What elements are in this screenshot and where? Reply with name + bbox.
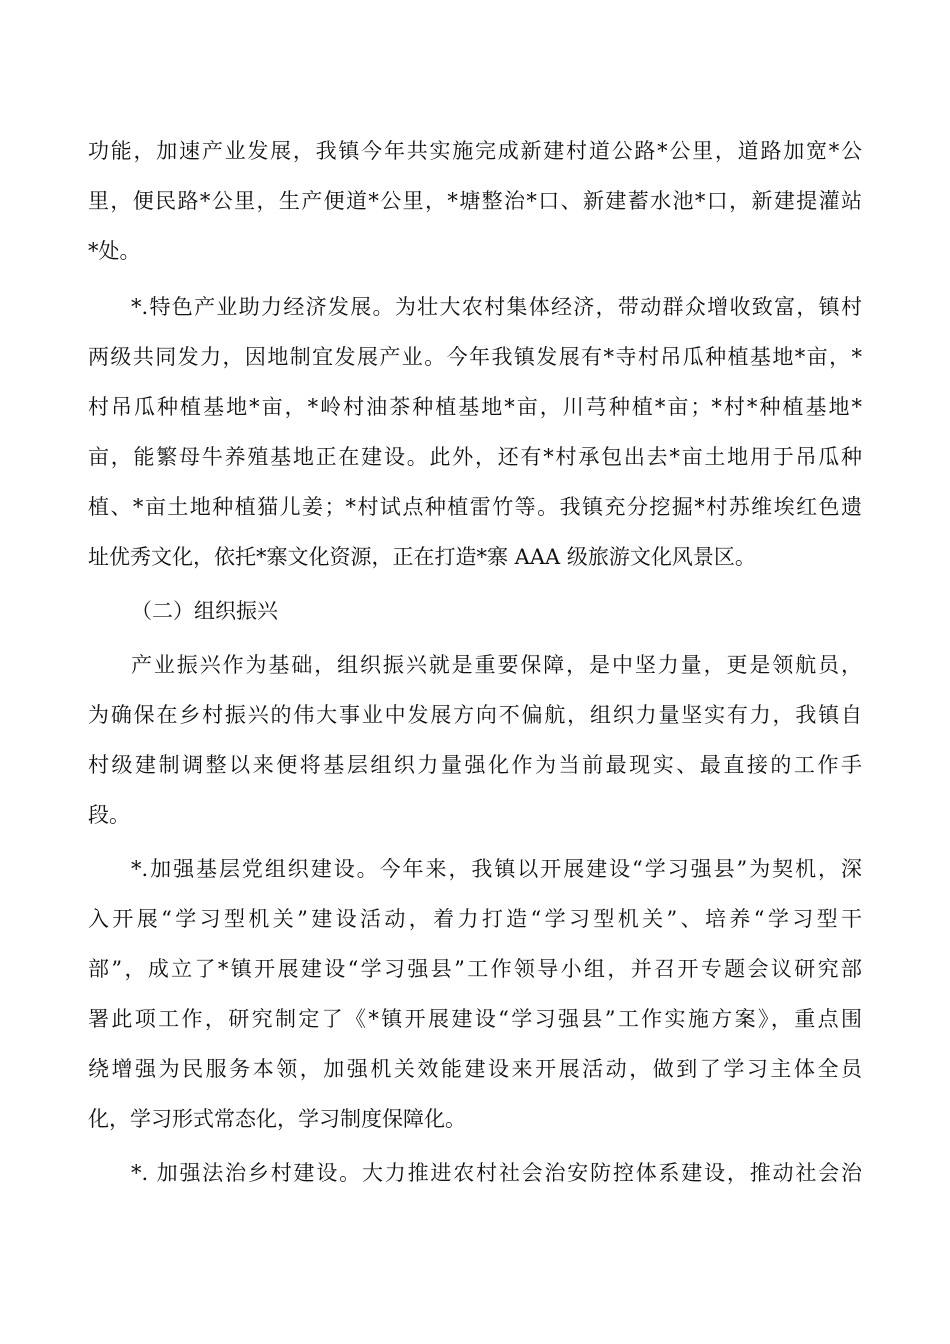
body-text-line: 址优秀文化，依托*寨文化资源，正在打造*寨 AAA 级旅游文化风景区。 [88, 545, 756, 569]
body-text-line: 段。 [88, 803, 130, 827]
body-text-line: 村级建制调整以来便将基层组织力量强化作为当前最现实、最直接的工作手 [88, 753, 862, 777]
body-text-line: *处。 [88, 239, 141, 263]
body-text-line: 村吊瓜种植基地*亩，*岭村油茶种植基地*亩，川芎种植*亩；*村*种植基地* [88, 395, 862, 419]
body-text-line: 绕增强为民服务本领，加强机关效能建设来开展活动，做到了学习主体全员 [88, 1057, 862, 1081]
section-heading: （二）组织振兴 [131, 599, 278, 623]
body-text-line: 亩，能繁母牛养殖基地正在建设。此外，还有*村承包出去*亩土地用于吊瓜种 [88, 445, 862, 469]
body-text-line: *. 加强法治乡村建设。大力推进农村社会治安防控体系建设，推动社会治 [131, 1161, 862, 1185]
body-text-line: 化，学习形式常态化，学习制度保障化。 [88, 1107, 466, 1131]
body-text-line: 功能，加速产业发展，我镇今年共实施完成新建村道公路*公里，道路加宽*公 [88, 139, 862, 163]
body-text-line: 里，便民路*公里，生产便道*公里，*塘整治*口、新建蓄水池*口，新建提灌站 [88, 189, 862, 213]
body-text-line: 入开展“学习型机关”建设活动，着力打造“学习型机关”、培养“学习型干 [88, 907, 862, 931]
body-text-line: 署此项工作，研究制定了《*镇开展建设“学习强县”工作实施方案》，重点围 [88, 1007, 862, 1031]
body-text-line: 部”，成立了*镇开展建设“学习强县”工作领导小组，并召开专题会议研究部 [88, 957, 862, 981]
body-text-line: *.特色产业助力经济发展。为壮大农村集体经济，带动群众增收致富，镇村 [131, 295, 862, 319]
body-text-line: 产业振兴作为基础，组织振兴就是重要保障，是中坚力量，更是领航员， [131, 653, 862, 677]
body-text-line: *.加强基层党组织建设。今年来，我镇以开展建设“学习强县”为契机，深 [131, 857, 862, 881]
body-text-line: 植、*亩土地种植猫儿姜；*村试点种植雷竹等。我镇充分挖掘*村苏维埃红色遗 [88, 495, 862, 519]
body-text-line: 为确保在乡村振兴的伟大事业中发展方向不偏航，组织力量坚实有力，我镇自 [88, 703, 862, 727]
body-text-line: 两级共同发力，因地制宜发展产业。今年我镇发展有*寺村吊瓜种植基地*亩，* [88, 345, 862, 369]
